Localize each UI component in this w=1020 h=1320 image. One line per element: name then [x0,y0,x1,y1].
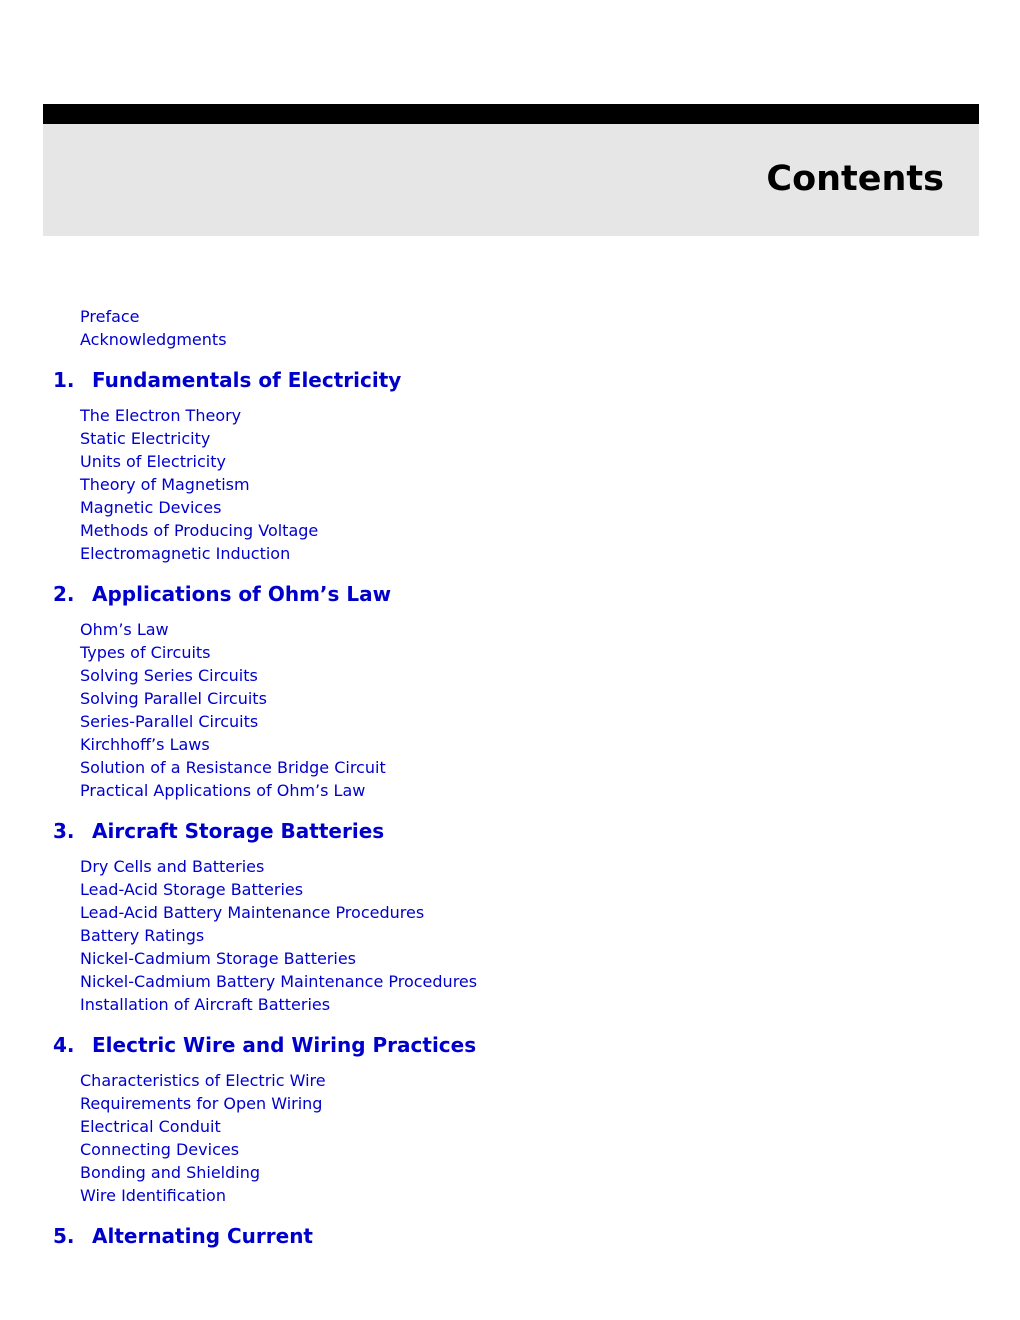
header-banner [43,124,979,236]
list-item [80,542,1020,565]
list-item [80,641,1020,664]
list-item [80,878,1020,901]
section-link[interactable]: Electromagnetic Induction [80,544,291,563]
section-link[interactable]: Lead-Acid Storage Batteries [80,880,304,899]
chapter-heading[interactable] [53,1031,1020,1059]
section-list [0,855,1020,1016]
list-item [80,855,1020,878]
header-rule [43,104,979,124]
chapter-number: 3. [53,819,75,843]
section-link[interactable]: Nickel-Cadmium Storage Batteries [80,949,357,968]
chapter-title: Alternating Current [92,1224,313,1248]
list-item [80,970,1020,993]
section-link[interactable]: Wire Identification [80,1186,226,1205]
list-item [80,779,1020,802]
section-list [0,404,1020,565]
list-item [80,473,1020,496]
list-item [80,1138,1020,1161]
section-link[interactable]: Magnetic Devices [80,498,222,517]
list-item [80,1092,1020,1115]
list-item [80,664,1020,687]
list-item [80,1115,1020,1138]
section-link[interactable]: Ohm’s Law [80,620,169,639]
section-list [0,618,1020,802]
list-item [80,328,1020,351]
list-item [80,404,1020,427]
list-item [80,733,1020,756]
section-link[interactable]: Methods of Producing Voltage [80,521,319,540]
acknowledgments-link[interactable]: Acknowledgments [80,330,227,349]
list-item [80,924,1020,947]
section-link[interactable]: Requirements for Open Wiring [80,1094,323,1113]
list-item [80,450,1020,473]
list-item [80,305,1020,328]
chapter-4 [0,1031,1020,1207]
section-link[interactable]: Connecting Devices [80,1140,240,1159]
section-link[interactable]: Battery Ratings [80,926,205,945]
section-link[interactable]: Series-Parallel Circuits [80,712,259,731]
list-item [80,710,1020,733]
chapter-number: 1. [53,368,75,392]
chapter-2 [0,580,1020,802]
list-item [80,618,1020,641]
section-link[interactable]: Nickel-Cadmium Battery Maintenance Procedures [80,972,478,991]
section-link[interactable]: Kirchhoff’s Laws [80,735,210,754]
section-link[interactable]: Dry Cells and Batteries [80,857,265,876]
chapter-title: Applications of Ohm’s Law [92,582,392,606]
chapter-title: Aircraft Storage Batteries [92,819,385,843]
section-link[interactable]: Installation of Aircraft Batteries [80,995,331,1014]
page-title: Contents [766,159,944,199]
chapter-1 [0,366,1020,565]
section-list [0,1069,1020,1207]
section-link[interactable]: Solution of a Resistance Bridge Circuit [80,758,386,777]
section-link[interactable]: Characteristics of Electric Wire [80,1071,326,1090]
list-item [80,1161,1020,1184]
chapter-heading[interactable] [53,580,1020,608]
chapter-heading[interactable] [53,817,1020,845]
section-link[interactable]: Solving Series Circuits [80,666,258,685]
list-item [80,519,1020,542]
section-link[interactable]: The Electron Theory [80,406,242,425]
chapter-5 [0,1222,1020,1250]
section-link[interactable]: Bonding and Shielding [80,1163,261,1182]
front-matter-list [0,305,1020,351]
section-link[interactable]: Solving Parallel Circuits [80,689,267,708]
section-link[interactable]: Types of Circuits [80,643,211,662]
section-link[interactable]: Theory of Magnetism [80,475,250,494]
chapter-title: Electric Wire and Wiring Practices [92,1033,477,1057]
section-link[interactable]: Electrical Conduit [80,1117,221,1136]
list-item [80,427,1020,450]
section-link[interactable]: Static Electricity [80,429,211,448]
list-item [80,1069,1020,1092]
chapter-number: 5. [53,1224,75,1248]
list-item [80,756,1020,779]
table-of-contents [0,305,1020,1260]
chapter-title: Fundamentals of Electricity [92,368,402,392]
preface-link[interactable]: Preface [80,307,140,326]
list-item [80,947,1020,970]
list-item [80,687,1020,710]
list-item [80,993,1020,1016]
section-link[interactable]: Units of Electricity [80,452,226,471]
list-item [80,901,1020,924]
chapter-heading[interactable] [53,366,1020,394]
list-item [80,496,1020,519]
section-link[interactable]: Practical Applications of Ohm’s Law [80,781,366,800]
chapter-number: 2. [53,582,75,606]
chapter-3 [0,817,1020,1016]
list-item [80,1184,1020,1207]
chapter-heading[interactable] [53,1222,1020,1250]
section-link[interactable]: Lead-Acid Battery Maintenance Procedures [80,903,425,922]
chapter-number: 4. [53,1033,75,1057]
